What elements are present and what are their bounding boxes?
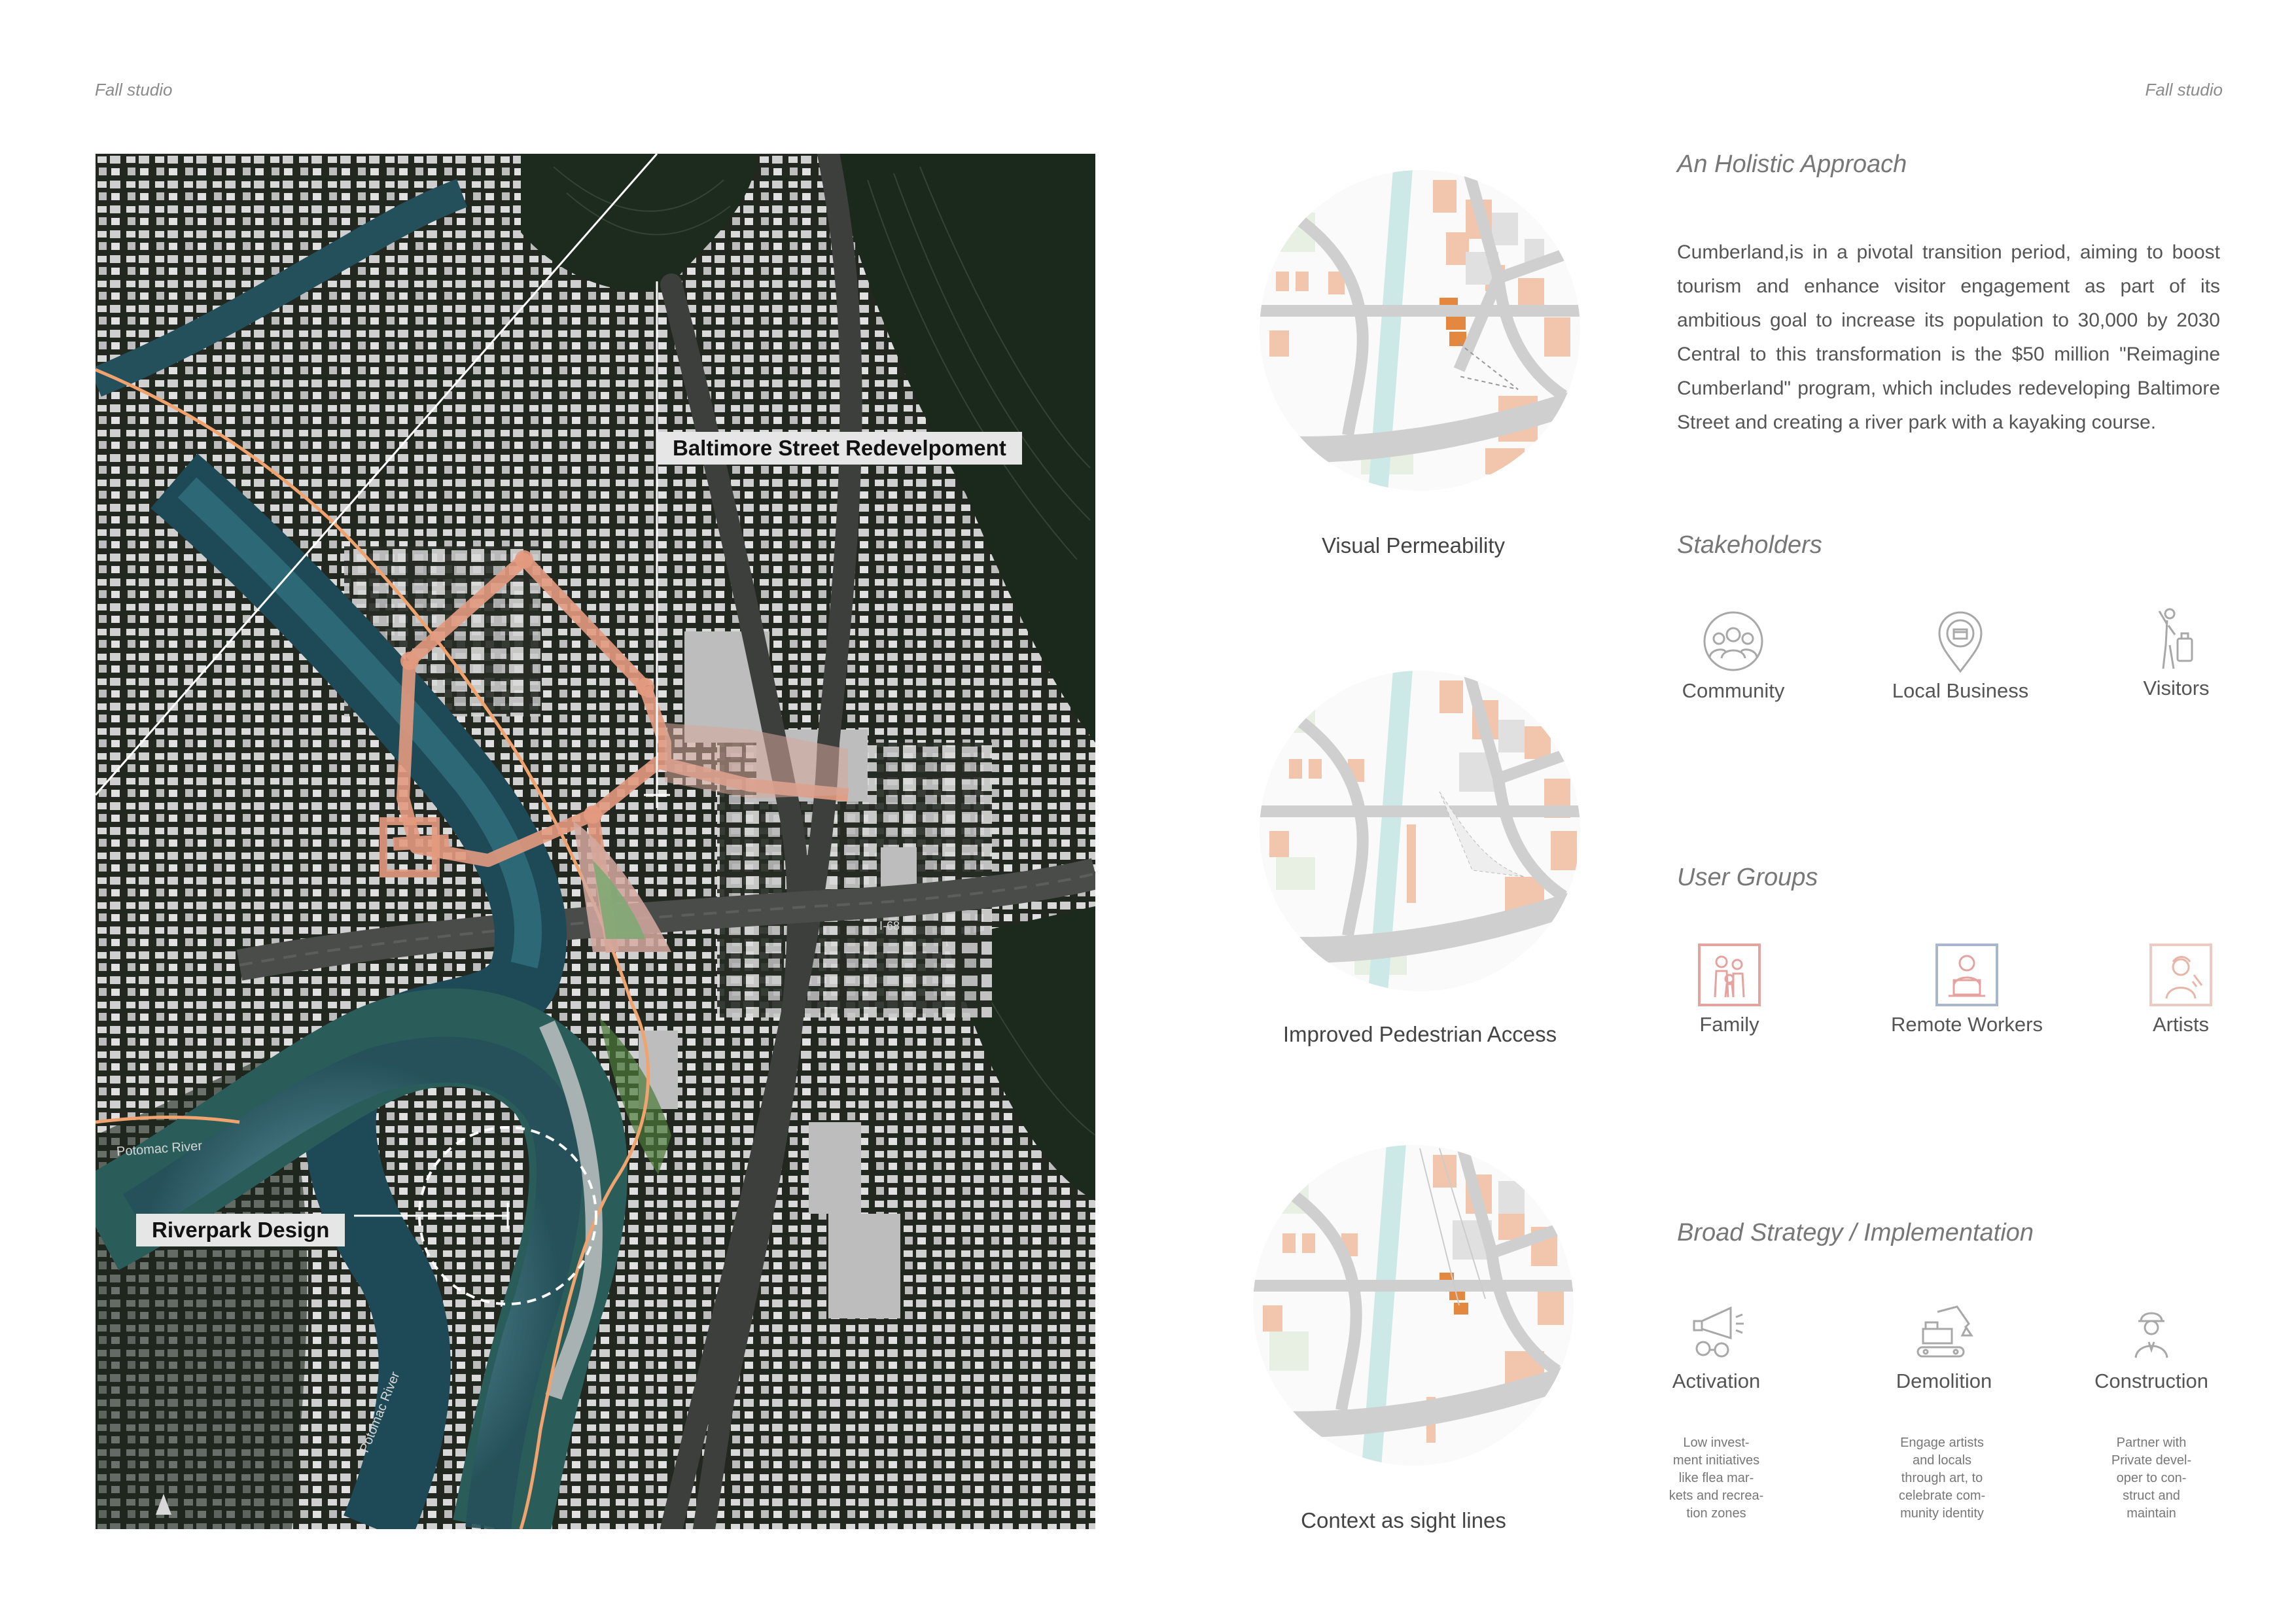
visitors-icon (2144, 606, 2209, 671)
riverpark-label: Riverpark Design (136, 1214, 345, 1246)
caption-context-sight-lines: Context as sight lines (1301, 1508, 1506, 1532)
stakeholder-label: Local Business (1892, 679, 2029, 702)
stakeholder-community (1629, 609, 1838, 703)
potomac-river-label-2: Potomac River (357, 1369, 403, 1455)
user-group-label: Artists (2152, 1013, 2210, 1036)
note-line: Engage artists (1900, 1436, 1984, 1450)
user-group-label: Family (1699, 1013, 1759, 1036)
note-line: ment initiatives (1672, 1453, 1760, 1468)
stakeholder-label: Visitors (2143, 677, 2210, 699)
note-line: through art, to (1901, 1471, 1983, 1485)
strategy-note-demolition (1883, 1434, 2001, 1523)
stakeholder-label: Community (1682, 679, 1785, 702)
strategy-label: Activation (1672, 1369, 1761, 1392)
strategy-title: Broad Strategy / Implementation (1677, 1219, 2034, 1246)
caption-visual-permeability: Visual Permeability (1321, 533, 1506, 557)
strategy-demolition (1839, 1299, 2049, 1393)
note-line: oper to con- (2116, 1471, 2187, 1485)
map-graphic (96, 154, 1095, 1529)
strategy-note-construction (2093, 1434, 2210, 1523)
note-line: celebrate com- (1898, 1489, 1986, 1503)
approach-body: Cumberland,is in a pivotal transition period, aiming to boost tourism and enhance visitor engagement as part of its ambitious goal to increase its population to 30,000 by 2030 Central to this transformation is the $50 million "Reimagine Cumberland" program, which includes redeveloping Baltimore Street and creating a river park with a kayaking course. (1677, 241, 2220, 433)
stakeholder-local-business (1856, 609, 2065, 703)
user-group-remote-workers (1862, 942, 2072, 1036)
note-line: kets and recrea- (1669, 1489, 1764, 1503)
note-line: Private devel- (2111, 1453, 2192, 1468)
remote-worker-icon (1934, 942, 2000, 1008)
diagram-pedestrian-access (1250, 661, 1616, 1001)
header-left: Fall studio (95, 80, 173, 99)
note-line: and locals (1912, 1453, 1972, 1468)
community-icon (1701, 609, 1766, 674)
user-group-family (1625, 942, 1834, 1036)
family-icon (1697, 942, 1762, 1008)
baltimore-street-label: Baltimore Street Redevelpoment (657, 432, 1022, 465)
approach-title: An Holistic Approach (1677, 150, 1907, 178)
note-line: Low invest- (1683, 1436, 1750, 1450)
stakeholder-visitors (2072, 606, 2281, 700)
user-groups-title: User Groups (1677, 864, 1818, 891)
user-group-artists (2076, 942, 2286, 1036)
diagram-visual-permeability (1250, 160, 1616, 501)
user-group-label: Remote Workers (1891, 1013, 2043, 1036)
note-line: tion zones (1686, 1506, 1746, 1521)
strategy-note-activation (1657, 1434, 1775, 1523)
caption-pedestrian-access: Improved Pedestrian Access (1282, 1022, 1557, 1046)
local-business-icon (1928, 609, 1993, 674)
note-line: like flea mar- (1678, 1471, 1754, 1485)
note-line: Partner with (2116, 1436, 2187, 1450)
note-line: munity identity (1900, 1506, 1984, 1521)
stakeholders-title: Stakeholders (1677, 531, 1822, 559)
excavator-icon (1911, 1299, 1977, 1364)
header-right: Fall studio (2145, 80, 2223, 99)
strategy-activation (1612, 1299, 1821, 1393)
note-line: maintain (2127, 1506, 2176, 1521)
strategy-label: Construction (2094, 1369, 2209, 1392)
artist-icon (2148, 942, 2214, 1008)
note-line: struct and (2123, 1489, 2180, 1503)
strategy-construction (2047, 1299, 2256, 1393)
worker-icon (2119, 1299, 2184, 1364)
potomac-river-label: Potomac River (116, 1139, 203, 1159)
site-aerial-map (96, 154, 1095, 1529)
strategy-label: Demolition (1896, 1369, 1992, 1392)
diagram-context-sight-lines (1243, 1135, 1610, 1475)
megaphone-icon (1684, 1299, 1749, 1364)
highway-label: I-68 (879, 919, 900, 932)
